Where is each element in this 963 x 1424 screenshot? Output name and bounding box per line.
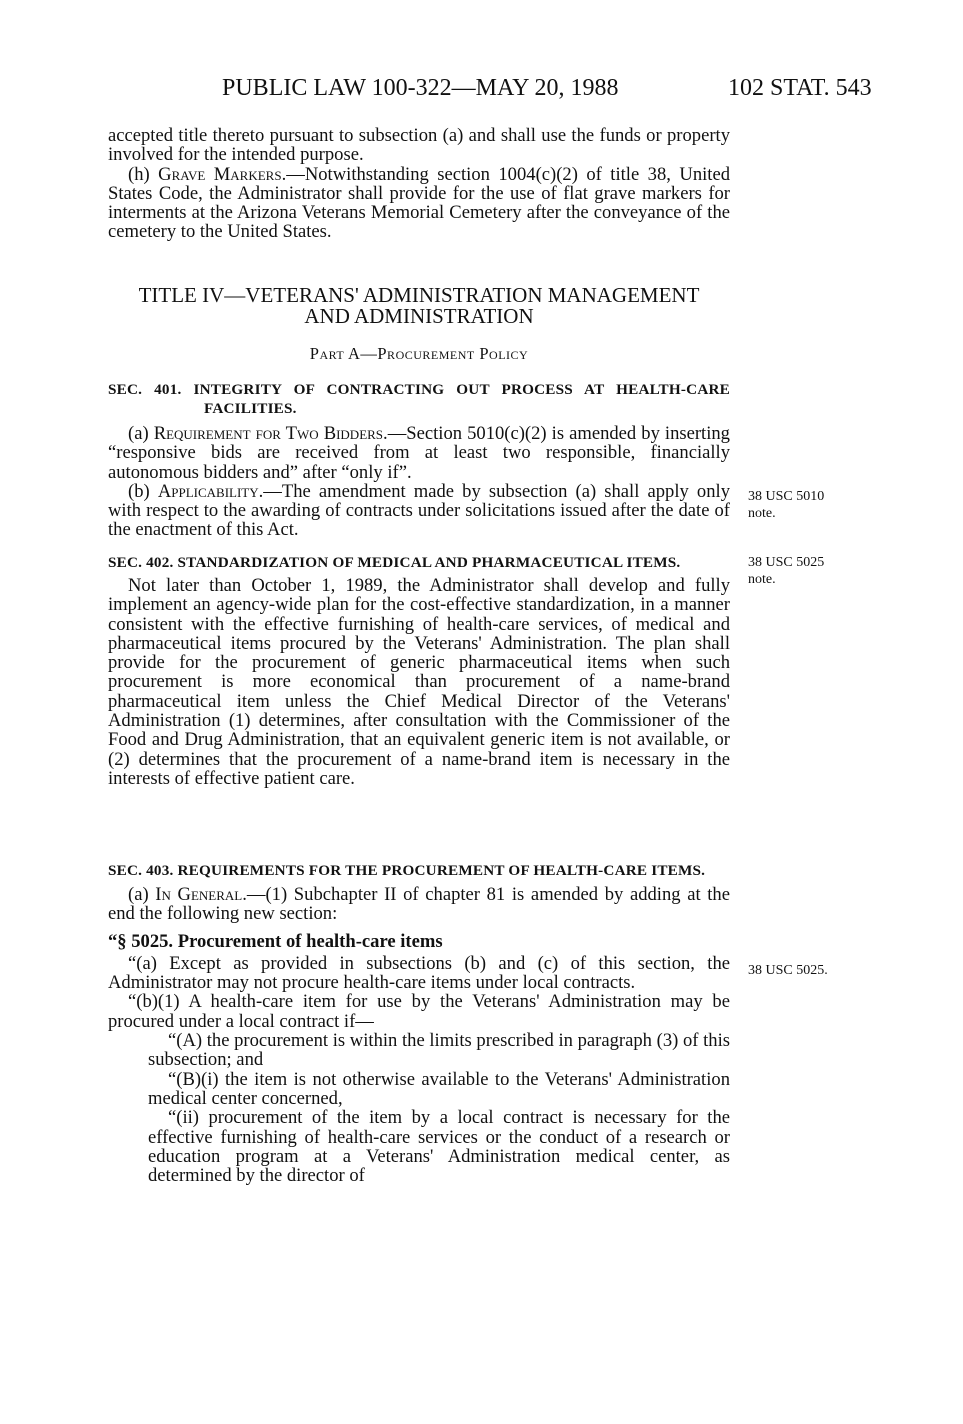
section-401 xyxy=(108,380,730,540)
margin-note-5025-note: 38 USC 5025 note. xyxy=(748,555,825,587)
section-402 xyxy=(108,553,730,788)
grave-markers-paragraph: (h) Grave Markers.—Notwithstanding section 1004(c)(2) of title 38, United States Code, the Administrator shall provide for the use of flat grave markers for interments at the Arizona Veterans Memorial Cemetery after the conveyance of the cemetery to the United States. xyxy=(108,163,730,243)
continuation-paragraph: accepted title thereto pursuant to subsection (a) and shall use the funds or property involved for the intended purpose. xyxy=(108,125,730,166)
section-401-heading: SEC. 401. INTEGRITY OF CONTRACTING OUT PROCESS AT HEALTH-CARE FACILITIES. xyxy=(108,381,730,417)
grave-markers-heading: Grave Markers xyxy=(158,163,282,185)
quoted-subsection-a: “(a) Except as provided in subsections (b) and (c) of this section, the Administrator may not procure health-care items under local contracts. xyxy=(108,952,730,994)
section-403-a: (a) In General.—(1) Subchapter II of chapter 81 is amended by adding at the end the following new section: xyxy=(108,884,730,925)
section-402-heading: SEC. 402. STANDARDIZATION OF MEDICAL AND PHARMACEUTICAL ITEMS. xyxy=(108,554,681,571)
section-5025-heading: “§ 5025. Procurement of health-care items xyxy=(108,930,443,952)
section-401-a: (a) Requirement for Two Bidders.—Section 5010(c)(2) is amended by inserting “responsive bids are received from at least two responsible, financially autonomous bidders and” after “only if”. xyxy=(108,423,730,483)
section-401-b: (b) Applicability.—The amendment made by subsection (a) shall apply only with respect to the awarding of contracts under solicitations issued after the date of the enactment of this Act. xyxy=(108,480,730,541)
section-402-text: Not later than October 1, 1989, the Administrator shall develop and fully implement an agency-wide plan for the cost-effective standardization, in a manner consistent with the effective furnishing of health-care services, of medical and pharmaceutical items procured by the Veterans' Administration. The plan shall provide for the procurement of generic pharmaceutical items when such procurement is more economical than procurement of a name-brand pharmaceutical item unless the Chief Medical Director of the Veterans' Administration (1) determines, after consultation with the Commissioner of the Food and Drug Administration, that an equivalent generic item is not available, or (2) determines that the procurement of a name-brand item is necessary in the interests of effective patient care. xyxy=(108,575,730,789)
quoted-subsection-b1: “(b)(1) A health-care item for use by the Veterans' Administration may be procured under a local contract if— xyxy=(108,991,730,1032)
quoted-clause-A: “(A) the procurement is within the limits prescribed in paragraph (3) of this subsection; and xyxy=(148,1030,730,1071)
section-403-heading: SEC. 403. REQUIREMENTS FOR THE PROCUREMENT OF HEALTH-CARE ITEMS. xyxy=(108,862,706,879)
part-a-heading: Part A—Procurement Policy xyxy=(309,344,529,363)
intro-block xyxy=(108,126,730,242)
quoted-clause-Bi: “(B)(i) the item is not otherwise available to the Veterans' Administration medical center concerned, xyxy=(148,1068,730,1109)
margin-note-5010: 38 USC 5010 note. xyxy=(748,489,825,521)
quoted-clause-ii: “(ii) procurement of the item by a local contract is necessary for the effective furnishing of health-care services or the conduct of a research or education program at a Veterans' Administration medical center, as determined by the director of xyxy=(148,1107,730,1187)
margin-note-5025: 38 USC 5025. xyxy=(748,963,828,978)
title-iv-heading: TITLE IV—VETERANS' ADMINISTRATION MANAGEMENT AND ADMINISTRATION xyxy=(138,283,700,328)
page-stat-number: 102 STAT. 543 xyxy=(728,75,872,101)
running-header-title: PUBLIC LAW 100-322—MAY 20, 1988 xyxy=(222,75,619,101)
section-403 xyxy=(108,861,730,1185)
